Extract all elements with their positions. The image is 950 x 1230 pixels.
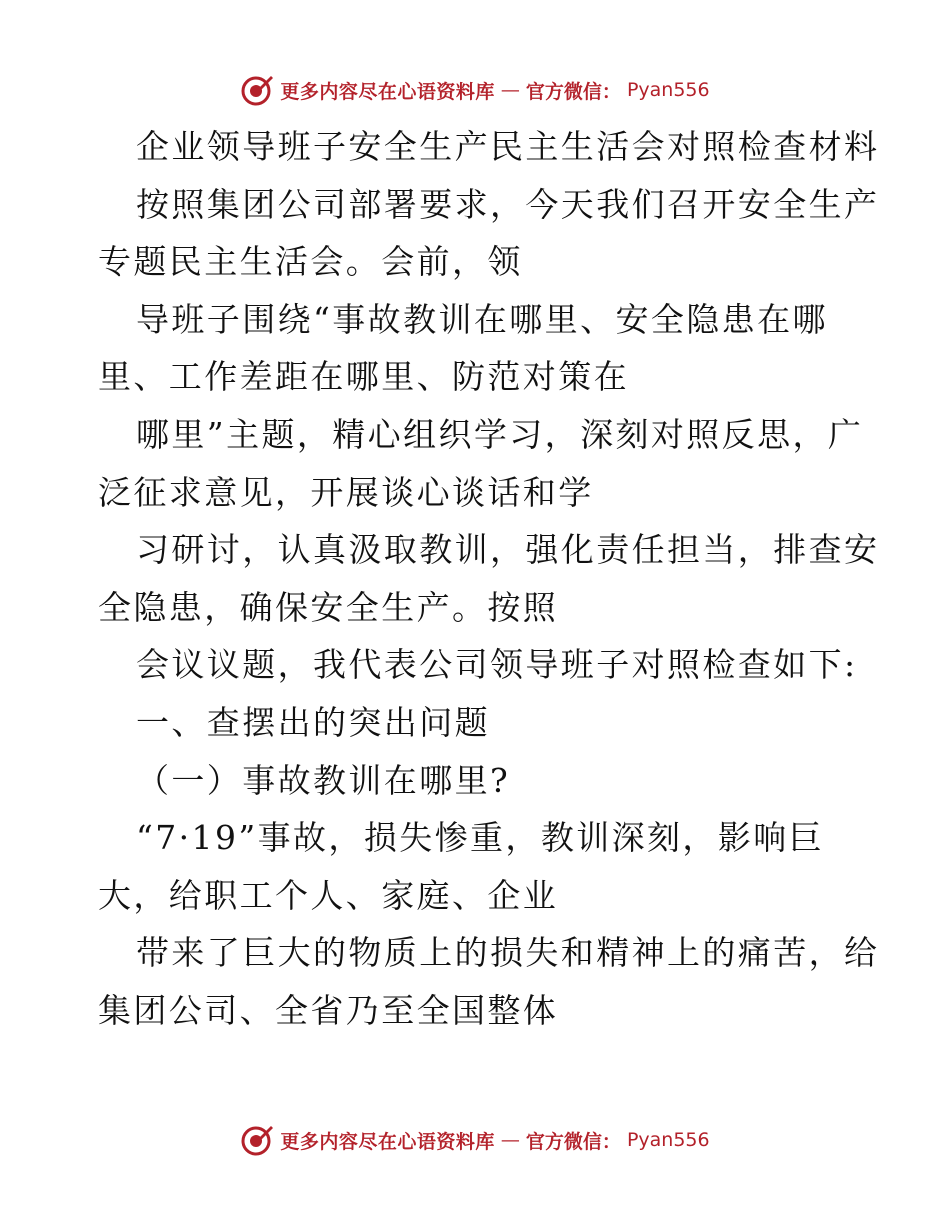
watermark-text: 更多内容尽在心语资料库	[280, 80, 495, 103]
watermark-wechat-label: 官方微信：	[525, 80, 621, 103]
quill-logo-icon	[240, 73, 274, 107]
watermark-header	[0, 70, 950, 110]
watermark-footer	[0, 1120, 950, 1160]
text-line: 专题民主生活会。会前，领	[98, 242, 523, 282]
watermark-dash: —	[500, 1129, 520, 1151]
text-line: 泛征求意见，开展谈心谈话和学	[98, 472, 594, 512]
text-line: 集团公司、全省乃至全国整体	[98, 990, 559, 1030]
document-body	[98, 118, 880, 1040]
text-line: 一、查摆出的突出问题	[136, 702, 490, 742]
watermark-wechat-label: 官方微信：	[525, 1130, 621, 1153]
text-line: 导班子围绕“事故教训在哪里、安全隐患在哪	[136, 299, 828, 339]
watermark-text: 更多内容尽在心语资料库	[280, 1130, 495, 1153]
document-title: 企业领导班子安全生产民主生活会对照检查材料	[136, 127, 880, 166]
text-line: “7·19”事故，损失惨重，教训深刻，影响巨	[136, 818, 825, 858]
text-line: （一）事故教训在哪里?	[136, 760, 511, 800]
text-line: 哪里”主题，精心组织学习，深刻对照反思，广	[136, 414, 864, 454]
text-line: 全隐患，确保安全生产。按照	[98, 587, 559, 627]
text-line: 习研讨，认真汲取教训，强化责任担当，排查安	[136, 530, 880, 570]
watermark-wechat-id: Pyan556	[626, 1129, 710, 1151]
watermark-wechat-id: Pyan556	[626, 79, 710, 101]
text-line: 大，给职工个人、家庭、企业	[98, 875, 559, 915]
quill-logo-icon	[240, 1123, 274, 1157]
document-paragraphs	[98, 176, 880, 1040]
watermark-dash: —	[500, 79, 520, 101]
text-line: 会议议题，我代表公司领导班子对照检查如下:	[136, 645, 858, 685]
text-line: 里、工作差距在哪里、防范对策在	[98, 357, 629, 397]
text-line: 带来了巨大的物质上的损失和精神上的痛苦，给	[136, 933, 880, 973]
text-line: 按照集团公司部署要求，今天我们召开安全生产	[136, 184, 880, 224]
